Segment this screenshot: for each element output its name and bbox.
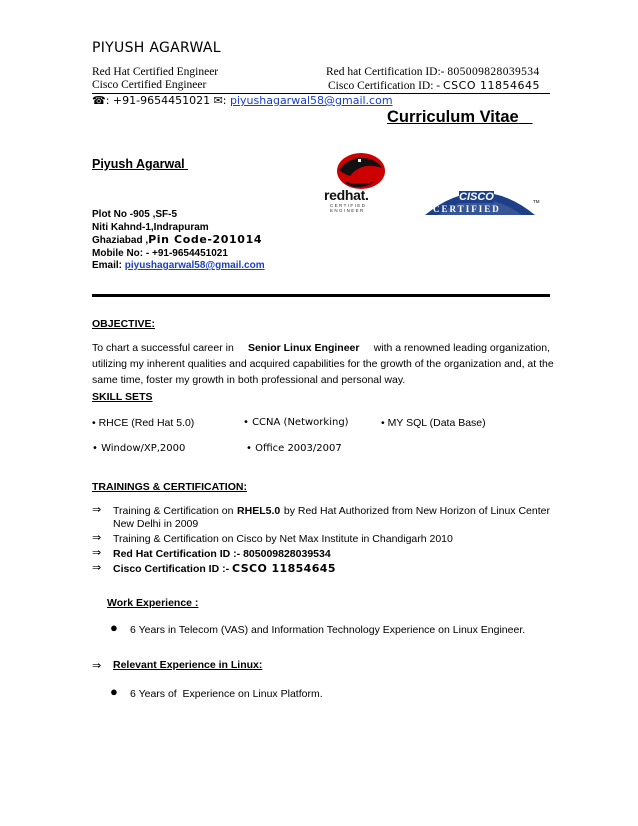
pin-code: Pin Code-201014 bbox=[148, 233, 263, 246]
cv-title bbox=[387, 108, 533, 127]
ccna-tm: TM bbox=[533, 199, 540, 204]
work-heading: Work Experience : bbox=[107, 597, 199, 609]
bullet-icon: ● bbox=[110, 684, 118, 699]
ccna-bottom-text: CERTIFIED bbox=[433, 204, 501, 214]
redhat-word-hat: hat. bbox=[344, 187, 369, 203]
arrow-icon: ⇒ bbox=[92, 546, 102, 559]
redhat-logo bbox=[322, 152, 400, 214]
arrow-icon: ⇒ bbox=[92, 503, 102, 516]
envelope-icon: ✉ bbox=[213, 94, 223, 107]
header-name: PIYUSH AGARWAL bbox=[92, 40, 221, 56]
header-email-label: : bbox=[222, 94, 230, 107]
redhat-subtitle bbox=[330, 203, 366, 213]
phone-icon: ☎ bbox=[92, 94, 106, 107]
address-block bbox=[92, 209, 265, 273]
ccna-mid-text: CISCO bbox=[459, 191, 494, 203]
training-item-1 bbox=[113, 503, 550, 532]
header-phone: : +91-9654451021 bbox=[105, 94, 211, 107]
bullet-icon: ● bbox=[110, 620, 118, 635]
skills-heading: SKILL SETS bbox=[92, 391, 153, 403]
header-contact bbox=[92, 94, 393, 107]
objective-line-1-a: To chart a successful career in bbox=[92, 342, 237, 354]
training-item-2: Training & Certification on Cisco by Net Max Institute in Chandigarh 2010 bbox=[113, 533, 453, 545]
header-title-redhat: Red Hat Certified Engineer bbox=[92, 66, 219, 78]
training-1-a: Training & Certification on bbox=[113, 505, 237, 517]
cv-title-text: Curriculum Vitae bbox=[387, 108, 519, 126]
redhat-wordmark bbox=[324, 187, 369, 203]
objective-text bbox=[92, 340, 554, 388]
objective-heading: OBJECTIVE: bbox=[92, 318, 156, 330]
redhat-word-red: red bbox=[324, 187, 345, 203]
training-1-d: New Delhi in 2009 bbox=[113, 518, 199, 530]
skill-mysql: • MY SQL (Data Base) bbox=[381, 417, 486, 429]
relevant-item: 6 Years of Experience on Linux Platform. bbox=[130, 688, 323, 700]
redhat-sub-engineer: ENGINEER bbox=[330, 208, 365, 213]
arrow-icon: ⇒ bbox=[92, 659, 102, 672]
address-line-1: Plot No -905 ,SF-5 bbox=[92, 209, 178, 220]
training-4-a: Cisco Certification ID :- bbox=[113, 563, 233, 575]
profile-name-text: Piyush Agarwal bbox=[92, 157, 185, 171]
work-item: 6 Years in Telecom (VAS) and Information Technology Experience on Linux Engineer. bbox=[130, 624, 526, 636]
objective-line-1-c: with a renowned leading organization, bbox=[370, 342, 550, 354]
skill-windows: • Window/XP,2000 bbox=[92, 443, 186, 454]
arrow-icon: ⇒ bbox=[92, 531, 102, 544]
objective-role: Senior Linux Engineer bbox=[248, 342, 360, 354]
cisco-cert-label: Cisco Certification ID: - bbox=[328, 80, 443, 92]
profile-divider bbox=[92, 294, 550, 297]
relevant-heading: Relevant Experience in Linux: bbox=[113, 659, 263, 671]
email-label: Email: bbox=[92, 260, 125, 271]
training-4-id: CSCO 11854645 bbox=[232, 562, 336, 575]
objective-line-3: same time, foster my growth in both professional and personal way. bbox=[92, 374, 406, 386]
objective-line-2: utilizing my inherent qualities and acquired capabilities for the growth of the organization and, at the bbox=[92, 358, 554, 370]
redhat-cert-label: Red hat Certification ID:- bbox=[326, 66, 448, 78]
header-title-cisco: Cisco Certified Engineer bbox=[92, 79, 207, 91]
objective-line-1 bbox=[92, 340, 550, 356]
header-cisco-cert bbox=[328, 79, 540, 92]
address-line-3: Ghaziabad , bbox=[92, 235, 149, 246]
address-line-2: Niti Kahnd-1,Indrapuram bbox=[92, 221, 209, 233]
arrow-icon: ⇒ bbox=[92, 561, 102, 574]
profile-name bbox=[92, 157, 188, 171]
header-email-link[interactable]: piyushagarwal58@gmail.com bbox=[230, 94, 393, 107]
training-1-c: by Red Hat Authorized from New Horizon of Linux Center bbox=[280, 505, 550, 517]
mobile-number: Mobile No: - +91-9654451021 bbox=[92, 247, 228, 259]
trainings-heading: TRAININGS & CERTIFICATION: bbox=[92, 481, 247, 493]
redhat-sub-certified: CERTIFIED bbox=[330, 203, 367, 208]
training-item-3: Red Hat Certification ID :- 805009828039534 bbox=[113, 548, 331, 560]
ccna-top-text: CCNA bbox=[470, 185, 492, 191]
cisco-cert-id: CSCO 11854645 bbox=[442, 79, 540, 92]
training-1-rhel: RHEL5.0 bbox=[237, 505, 281, 517]
profile-email-link[interactable]: piyushagarwal58@gmail.com bbox=[124, 260, 265, 271]
ccna-logo bbox=[422, 180, 542, 216]
skill-ccna: • CCNA (Networking) bbox=[243, 417, 349, 428]
skill-office: • Office 2003/2007 bbox=[246, 443, 342, 454]
skill-rhce: • RHCE (Red Hat 5.0) bbox=[92, 417, 195, 429]
training-item-4 bbox=[113, 561, 336, 577]
redhat-cert-id: 805009828039534 bbox=[447, 66, 540, 78]
header-redhat-cert bbox=[326, 66, 540, 78]
